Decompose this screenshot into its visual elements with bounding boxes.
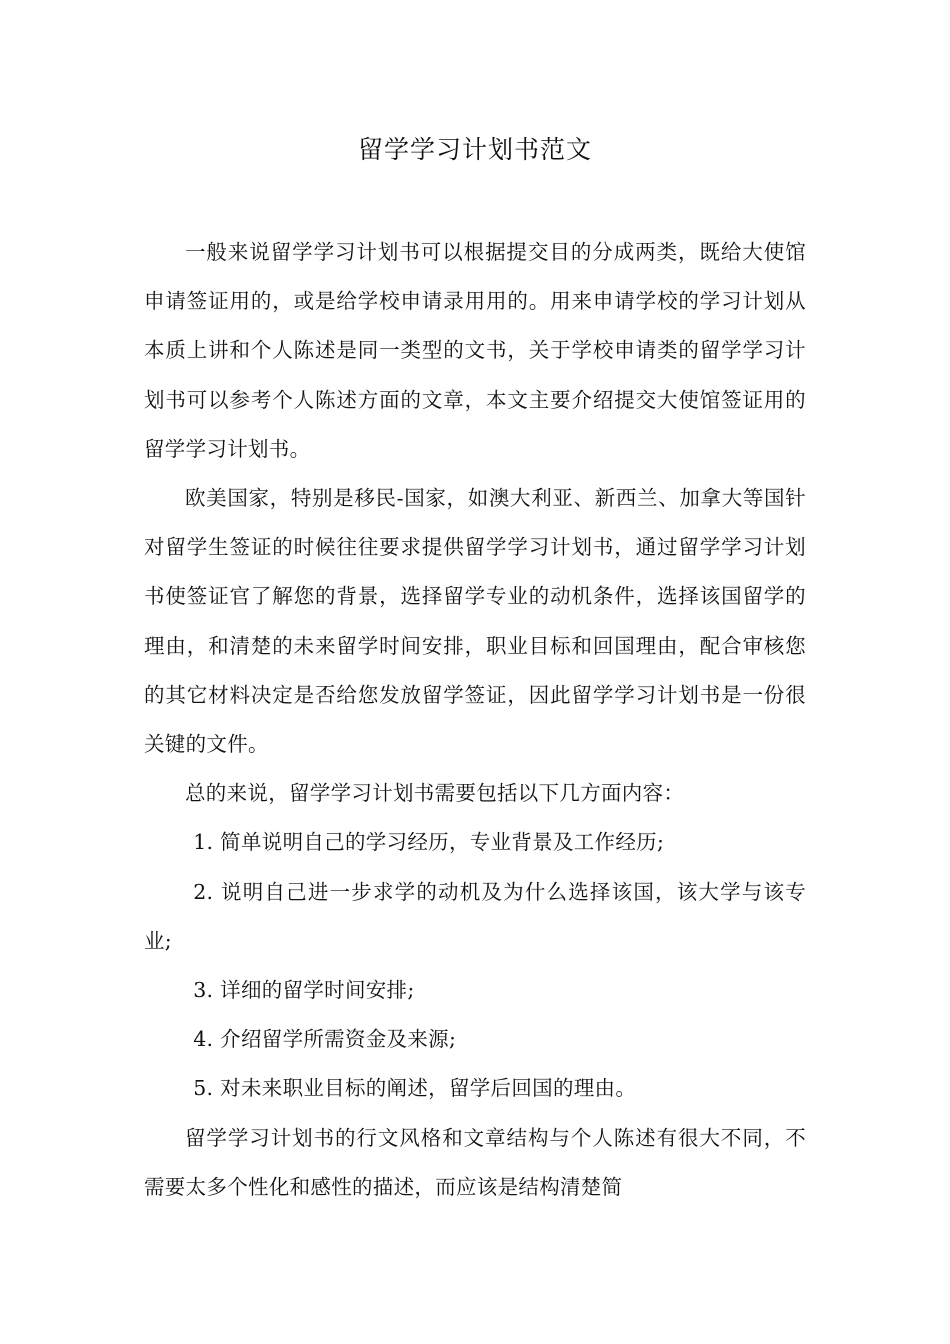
paragraph-intro: 一般来说留学学习计划书可以根据提交目的分成两类，既给大使馆申请签证用的，或是给学校申请录用用的。用来申请学校的学习计划从本质上讲和个人陈述是同一类型的文书，关于学校申请类的留学学习计划书可以参考个人陈述方面的文章，本文主要介绍提交大使馆签证用的留学学习计划书。 <box>144 240 806 461</box>
paragraph-closing: 留学学习计划书的行文风格和文章结构与个人陈述有很大不同，不需要太多个性化和感性的描述，而应该是结构清楚简 <box>144 1125 806 1199</box>
paragraph-visa-requirement: 欧美国家，特别是移民-国家，如澳大利亚、新西兰、加拿大等国针对留学生签证的时候往往要求提供留学学习计划书，通过留学学习计划书使签证官了解您的背景，选择留学专业的动机条件，选择该国留学的理由，和清楚的未来留学时间安排，职业目标和回国理由，配合审核您的其它材料决定是否给您发放留学签证，因此留学学习计划书是一份很关键的文件。 <box>144 486 806 757</box>
list-item: 2. 说明自己进一步求学的动机及为什么选择该国，该大学与该专业; <box>144 879 806 953</box>
list-item: 5. 对未来职业目标的阐述，留学后回国的理由。 <box>193 1076 637 1101</box>
list-item: 1. 简单说明自己的学习经历，专业背景及工作经历; <box>193 830 665 855</box>
list-item: 3. 详细的留学时间安排; <box>193 978 415 1003</box>
document-body <box>144 228 806 1212</box>
paragraph-contents-lead: 总的来说，留学学习计划书需要包括以下几方面内容： <box>185 781 685 806</box>
document-title: 留学学习计划书范文 <box>357 135 592 164</box>
list-item: 4. 介绍留学所需资金及来源; <box>193 1027 457 1052</box>
